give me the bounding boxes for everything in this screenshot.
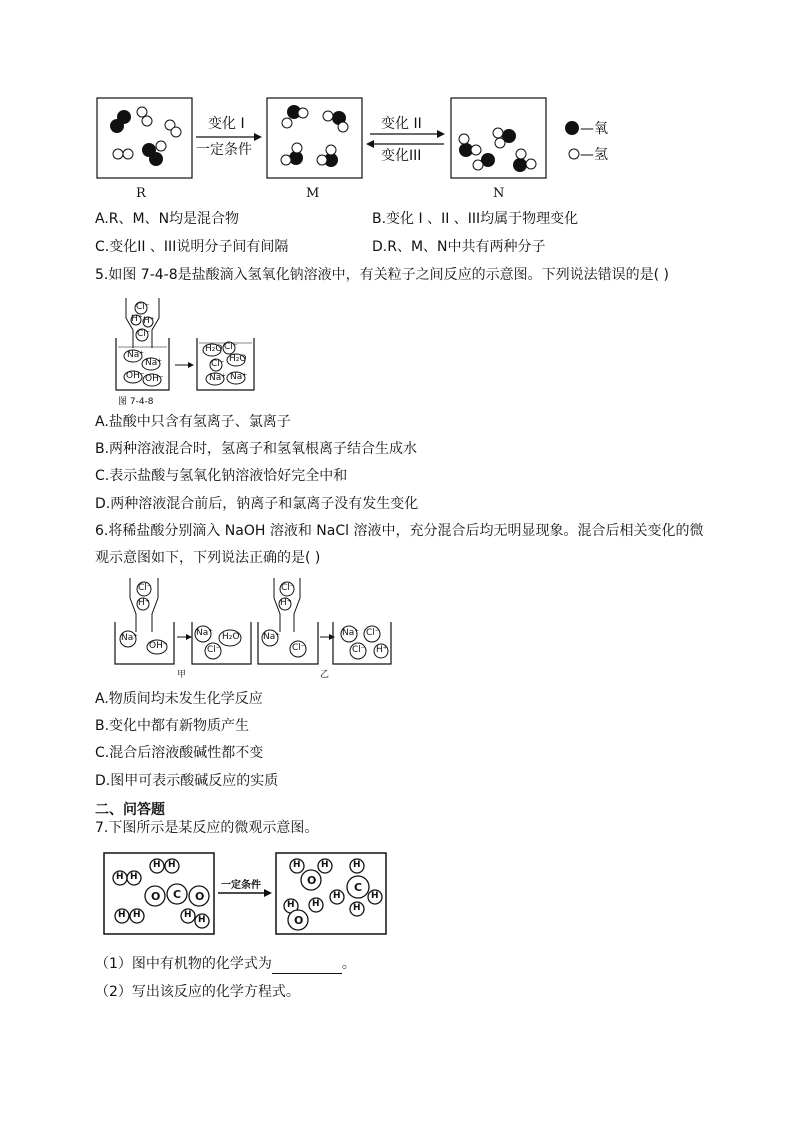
q6-option-d: D.图甲可表示酸碱反应的实质 bbox=[95, 773, 279, 789]
q6-yi-b2-cl-1: Cl⁻ bbox=[366, 628, 380, 638]
arrow1-top-label: 变化 I bbox=[208, 116, 245, 132]
q6-yi-b2-cl-2: Cl⁻ bbox=[352, 645, 366, 655]
q6-jia-b2-cl: Cl⁻ bbox=[207, 645, 221, 655]
q4-option-c: C.变化II 、III说明分子间有间隔 bbox=[95, 239, 289, 255]
q6-yi-b1-cl: Cl⁻ bbox=[292, 643, 306, 653]
section-title: 二、问答题 bbox=[95, 802, 165, 818]
q6-jia-b1-oh: OH⁻ bbox=[149, 641, 168, 651]
q5-figure-caption: 图 7-4-8 bbox=[118, 397, 154, 407]
q7-r-h-6: H bbox=[353, 903, 361, 913]
answer-blank[interactable] bbox=[272, 959, 342, 974]
q6-option-b: B.变化中都有新物质产生 bbox=[95, 718, 250, 734]
q7-l-o-1: O bbox=[151, 890, 161, 903]
q5-b1-na-2: Na⁺ bbox=[145, 358, 162, 368]
q6-yi-dropper-h: H⁺ bbox=[280, 598, 292, 608]
q7-r-h-3: H bbox=[353, 860, 361, 870]
q5-b1-na-1: Na⁺ bbox=[127, 350, 144, 360]
arrow1-bottom-label: 一定条件 bbox=[196, 142, 252, 158]
q7-l-h-3: H bbox=[153, 860, 161, 870]
q5-b2-water-2: H₂O bbox=[229, 354, 247, 364]
q6-label-jia: 甲 bbox=[177, 670, 187, 680]
q6-yi-b2-na: Na⁺ bbox=[342, 628, 359, 638]
q7-l-c: C bbox=[173, 888, 182, 901]
q6-option-a: A.物质间均未发生化学反应 bbox=[95, 691, 263, 707]
q5-dropper-h-1: H⁺ bbox=[131, 314, 143, 324]
q5-b2-cl-2: Cl⁻ bbox=[211, 359, 225, 369]
q5-b1-oh-1: OH⁻ bbox=[126, 371, 145, 381]
q7-r-h-7: H bbox=[287, 900, 295, 910]
q7-sub2: （2）写出该反应的化学方程式。 bbox=[95, 984, 300, 1000]
q7-r-h-8: H bbox=[312, 899, 320, 909]
arrow2-bottom-label: 变化III bbox=[381, 148, 422, 164]
q7-r-h-2: H bbox=[321, 860, 329, 870]
q7-l-h-1: H bbox=[116, 872, 124, 882]
q6-jia-b1-na: Na⁺ bbox=[121, 633, 138, 643]
q7-r-c: C bbox=[354, 881, 363, 894]
q5-stem: 5.如图 7-4-8是盐酸滴入氢氧化钠溶液中，有关粒子之间反应的示意图。下列说法错误的是( ) bbox=[95, 267, 670, 283]
q7-r-h-4: H bbox=[333, 891, 341, 901]
q6-option-c: C.混合后溶液酸碱性都不变 bbox=[95, 745, 264, 761]
q7-condition: 一定条件 bbox=[221, 880, 261, 891]
q4-option-a: A.R、M、N均是混合物 bbox=[95, 211, 240, 227]
box-label-m: M bbox=[306, 186, 320, 201]
q7-r-h-5: H bbox=[371, 891, 379, 901]
q7-l-h-7: H bbox=[184, 910, 192, 920]
arrow2-top-label: 变化 II bbox=[381, 116, 422, 132]
q5-b2-na-2: Na⁺ bbox=[230, 372, 247, 382]
q6-yi-b2-h: H⁺ bbox=[376, 645, 388, 655]
q5-option-b: B.两种溶液混合时，氢离子和氢氧根离子结合生成水 bbox=[95, 441, 418, 457]
box-label-r: R bbox=[136, 186, 146, 201]
legend-hydrogen: —氢 bbox=[580, 147, 608, 163]
q5-b2-cl-1: Cl⁻ bbox=[224, 342, 238, 352]
q5-b2-na-1: Na⁺ bbox=[209, 373, 226, 383]
q7-r-o-1: O bbox=[307, 874, 317, 887]
q5-dropper-cl-1: Cl⁻ bbox=[136, 302, 150, 312]
q5-dropper-h-2: H⁺ bbox=[143, 316, 155, 326]
q6-jia-dropper-cl: Cl⁻ bbox=[138, 583, 152, 593]
q5-option-a: A.盐酸中只含有氢离子、氯离子 bbox=[95, 414, 291, 430]
q6-stem-line2: 观示意图如下，下列说法正确的是( ) bbox=[95, 550, 321, 566]
q7-stem: 7.下图所示是某反应的微观示意图。 bbox=[95, 820, 319, 836]
q6-yi-dropper-cl: Cl⁻ bbox=[281, 583, 295, 593]
q7-l-o-2: O bbox=[195, 890, 205, 903]
q7-r-h-1: H bbox=[293, 860, 301, 870]
q7-l-h-5: H bbox=[118, 910, 126, 920]
box-label-n: N bbox=[493, 186, 505, 201]
legend-oxygen: —氧 bbox=[580, 121, 608, 137]
q4-option-d: D.R、M、N中共有两种分子 bbox=[372, 239, 546, 255]
q4-option-b: B.变化 I 、II 、III均属于物理变化 bbox=[372, 211, 579, 227]
q7-sub1-end: 。 bbox=[341, 956, 356, 972]
q5-option-d: D.两种溶液混合前后，钠离子和氯离子没有发生变化 bbox=[95, 496, 419, 512]
q7-l-h-2: H bbox=[130, 872, 138, 882]
q6-label-yi: 乙 bbox=[320, 670, 330, 680]
q7-sub1 bbox=[95, 954, 356, 974]
q6-stem-line1: 6.将稀盐酸分别滴入 NaOH 溶液和 NaCl 溶液中，充分混合后均无明显现象。混合后相关变化的微 bbox=[95, 523, 704, 539]
q6-yi-b1-na: Na⁺ bbox=[263, 632, 280, 642]
q6-jia-dropper-h: H⁺ bbox=[138, 598, 150, 608]
q7-sub1-text: （1）图中有机物的化学式为 bbox=[95, 956, 272, 972]
q5-b1-oh-2: OH⁻ bbox=[145, 374, 164, 384]
q5-b2-water-1: H₂O bbox=[205, 344, 223, 354]
q6-jia-b2-water: H₂O bbox=[222, 632, 240, 642]
q7-r-o-2: O bbox=[294, 914, 304, 927]
q5-option-c: C.表示盐酸与氢氧化钠溶液恰好完全中和 bbox=[95, 468, 348, 484]
q7-l-h-6: H bbox=[133, 910, 141, 920]
q6-jia-b2-na: Na⁺ bbox=[196, 628, 213, 638]
q7-l-h-8: H bbox=[198, 915, 206, 925]
q5-dropper-cl-2: Cl⁻ bbox=[137, 329, 151, 339]
q7-l-h-4: H bbox=[168, 860, 176, 870]
